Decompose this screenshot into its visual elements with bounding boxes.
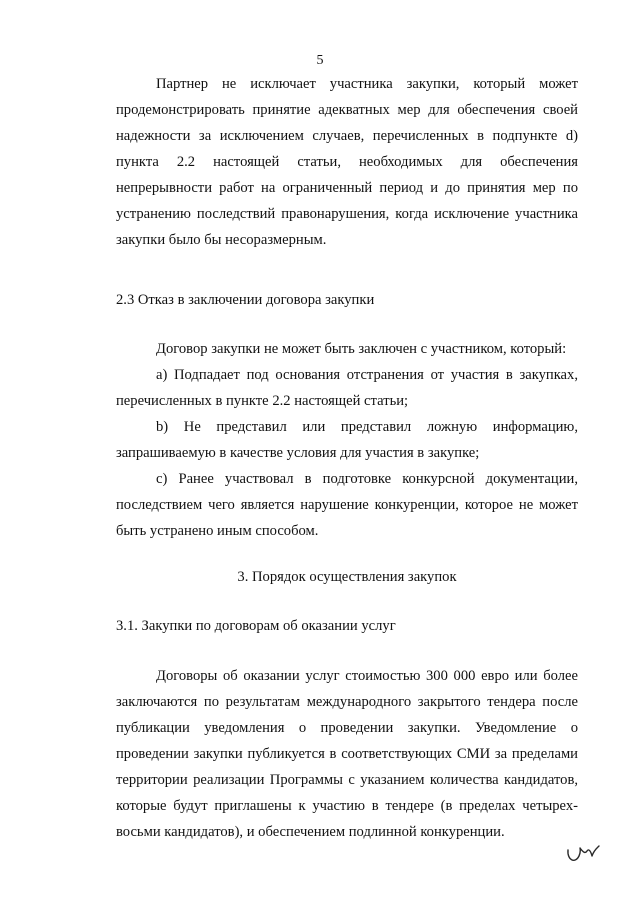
- section-3-heading: 3. Порядок осуществления закупок: [237, 569, 457, 585]
- section-2-3-item-c: с) Ранее участвовал в подготовке конкурсной документации, последствием чего является нарушение конкуренции, которое не может быть устранено иным способом.: [116, 471, 578, 539]
- section-2-3-heading: 2.3 Отказ в заключении договора закупки: [116, 292, 375, 308]
- paragraph-partner-exception: Партнер не исключает участника закупки, который может продемонстрировать принятие адекватных мер для обеспечения своей надежности за исключением случаев, перечисленных в подпункте d) пункта 2.2 настоящей статьи, необходимых для обеспечения непрерывности работ на ограниченный период и до принятия мер по устранению последствий правонарушения, когда исключение участника закупки было бы несоразмерным.: [116, 76, 578, 248]
- section-2-3-intro: Договор закупки не может быть заключен с участником, который:: [156, 341, 567, 357]
- handwritten-page-mark-icon: [565, 842, 601, 868]
- page-number: 5: [316, 53, 324, 68]
- section-2-3-item-a: а) Подпадает под основания отстранения от участия в закупках, перечисленных в пункте 2.2 настоящей статьи;: [116, 367, 578, 409]
- section-3-1-body: Договоры об оказании услуг стоимостью 300 000 евро или более заключаются по результатам международного закрытого тендера после публикации уведомления о проведении закупки. Уведомление о проведении закупки публикуется в соответствующих СМИ за пределами территории реализации Программы с указанием количества кандидатов, которые будут приглашены к участию в тендере (в пределах четырех-восьми кандидатов), и обеспечением подлинной конкуренции.: [116, 668, 578, 840]
- section-3-1-heading: 3.1. Закупки по договорам об оказании услуг: [116, 618, 396, 634]
- section-2-3-item-b: b) Не представил или представил ложную информацию, запрашиваемую в качестве условия для участия в закупке;: [116, 419, 578, 461]
